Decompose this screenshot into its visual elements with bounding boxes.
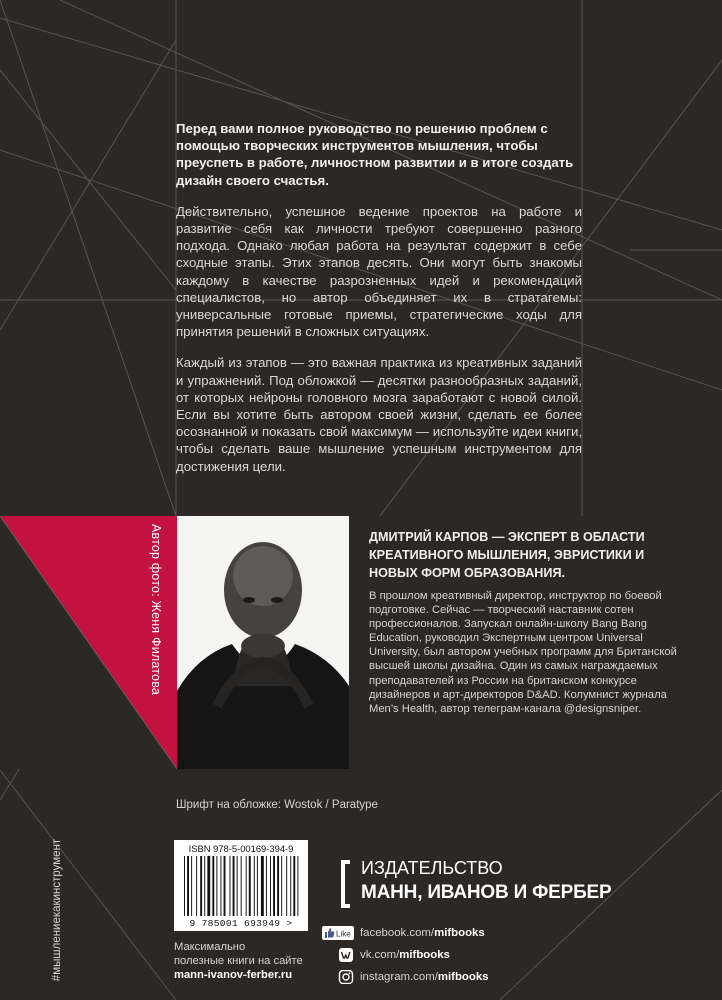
barcode-box <box>174 840 308 931</box>
hashtag <box>48 830 66 990</box>
promo-site-link[interactable]: mann-ivanov-ferber.ru <box>174 969 293 982</box>
bracket-icon <box>341 860 350 908</box>
barcode-digits: 9 785001 693949 > <box>189 918 293 929</box>
intro-paragraph-1: Действительно, успешное ведение проектов на работе и развитие себя как личности требуют совершенно разного подхода. Однако любая работа на результат содержит в себе сходные этапы. Этих этапов десять. Они могут быть знакомы каждому в качестве разрозненных идей и рекомендаций специалистов, но автор объединяет их в стратагемы: универсальные готовые приемы, стратегические ходы для принятия решений в сложных ситуациях. <box>176 203 582 340</box>
publisher-name: МАНН, ИВАНОВ И ФЕРБЕР <box>361 882 612 903</box>
facebook-like-icon <box>322 926 354 940</box>
promo-text <box>174 940 303 983</box>
intro-lead: Перед вами полное руководство по решению проблем с помощью творческих инструментов мышления, чтобы преуспеть в работе, личностном развитии и в итоге создать дизайн своего счастья. <box>176 121 574 188</box>
isbn-text: ISBN 978-5-00169-394-9 <box>188 843 294 854</box>
hashtag-text: #мышлениекакинструмент <box>51 838 63 982</box>
instagram-icon <box>322 970 354 984</box>
photo-credit: Автор фото: Женя Филатова <box>149 524 163 696</box>
font-note: Шрифт на обложке: Wostok / Paratype <box>176 799 378 811</box>
promo-line-2: полезные книги на сайте <box>174 955 303 968</box>
intro-paragraph-2: Каждый из этапов — это важная практика из креативных заданий и упражнений. Под обложкой — десятки разнообразных заданий, от которых нейроны головного мозга заработают с новой силой. Если вы хотите быть автором своей жизни, сделать ее более осознанной и показать свой максимум — используйте идеи книги, чтобы сделать ваше мышление успешным инструментом для достижения цели. <box>176 355 582 474</box>
author-headline: ДМИТРИЙ КАРПОВ — ЭКСПЕРТ В ОБЛАСТИ КРЕАТИВНОГО МЫШЛЕНИЯ, ЭВРИСТИКИ И НОВЫХ ФОРМ ОБРАЗОВАНИЯ. <box>369 530 645 580</box>
author-photo <box>177 516 349 769</box>
intro-text <box>176 120 582 489</box>
facebook-link[interactable]: facebook.com/mifbooks <box>360 927 485 939</box>
vk-icon <box>322 948 354 962</box>
promo-line-1: Максимально <box>174 941 246 953</box>
publisher-label: ИЗДАТЕЛЬСТВО <box>361 858 503 878</box>
author-bio: В прошлом креативный директор, инструктор по боевой подготовке. Сейчас — творческий наставник сотен профессионалов. Запускал онлайн-школу Bang Bang Education, руководил Экспертным центром Universal University, был автором учебных программ для Британской высшей школы дизайна. Один из самых награждаемых преподавателей из России на британском конкурсе дизайнеров и арт-директоров D&AD. Колумнист журнала Men’s Health, автор телеграм-канала @designsniper. <box>369 590 677 715</box>
instagram-link[interactable]: instagram.com/mifbooks <box>360 971 489 983</box>
like-badge-text: Like <box>336 929 351 939</box>
vk-link[interactable]: vk.com/mifbooks <box>360 949 450 961</box>
